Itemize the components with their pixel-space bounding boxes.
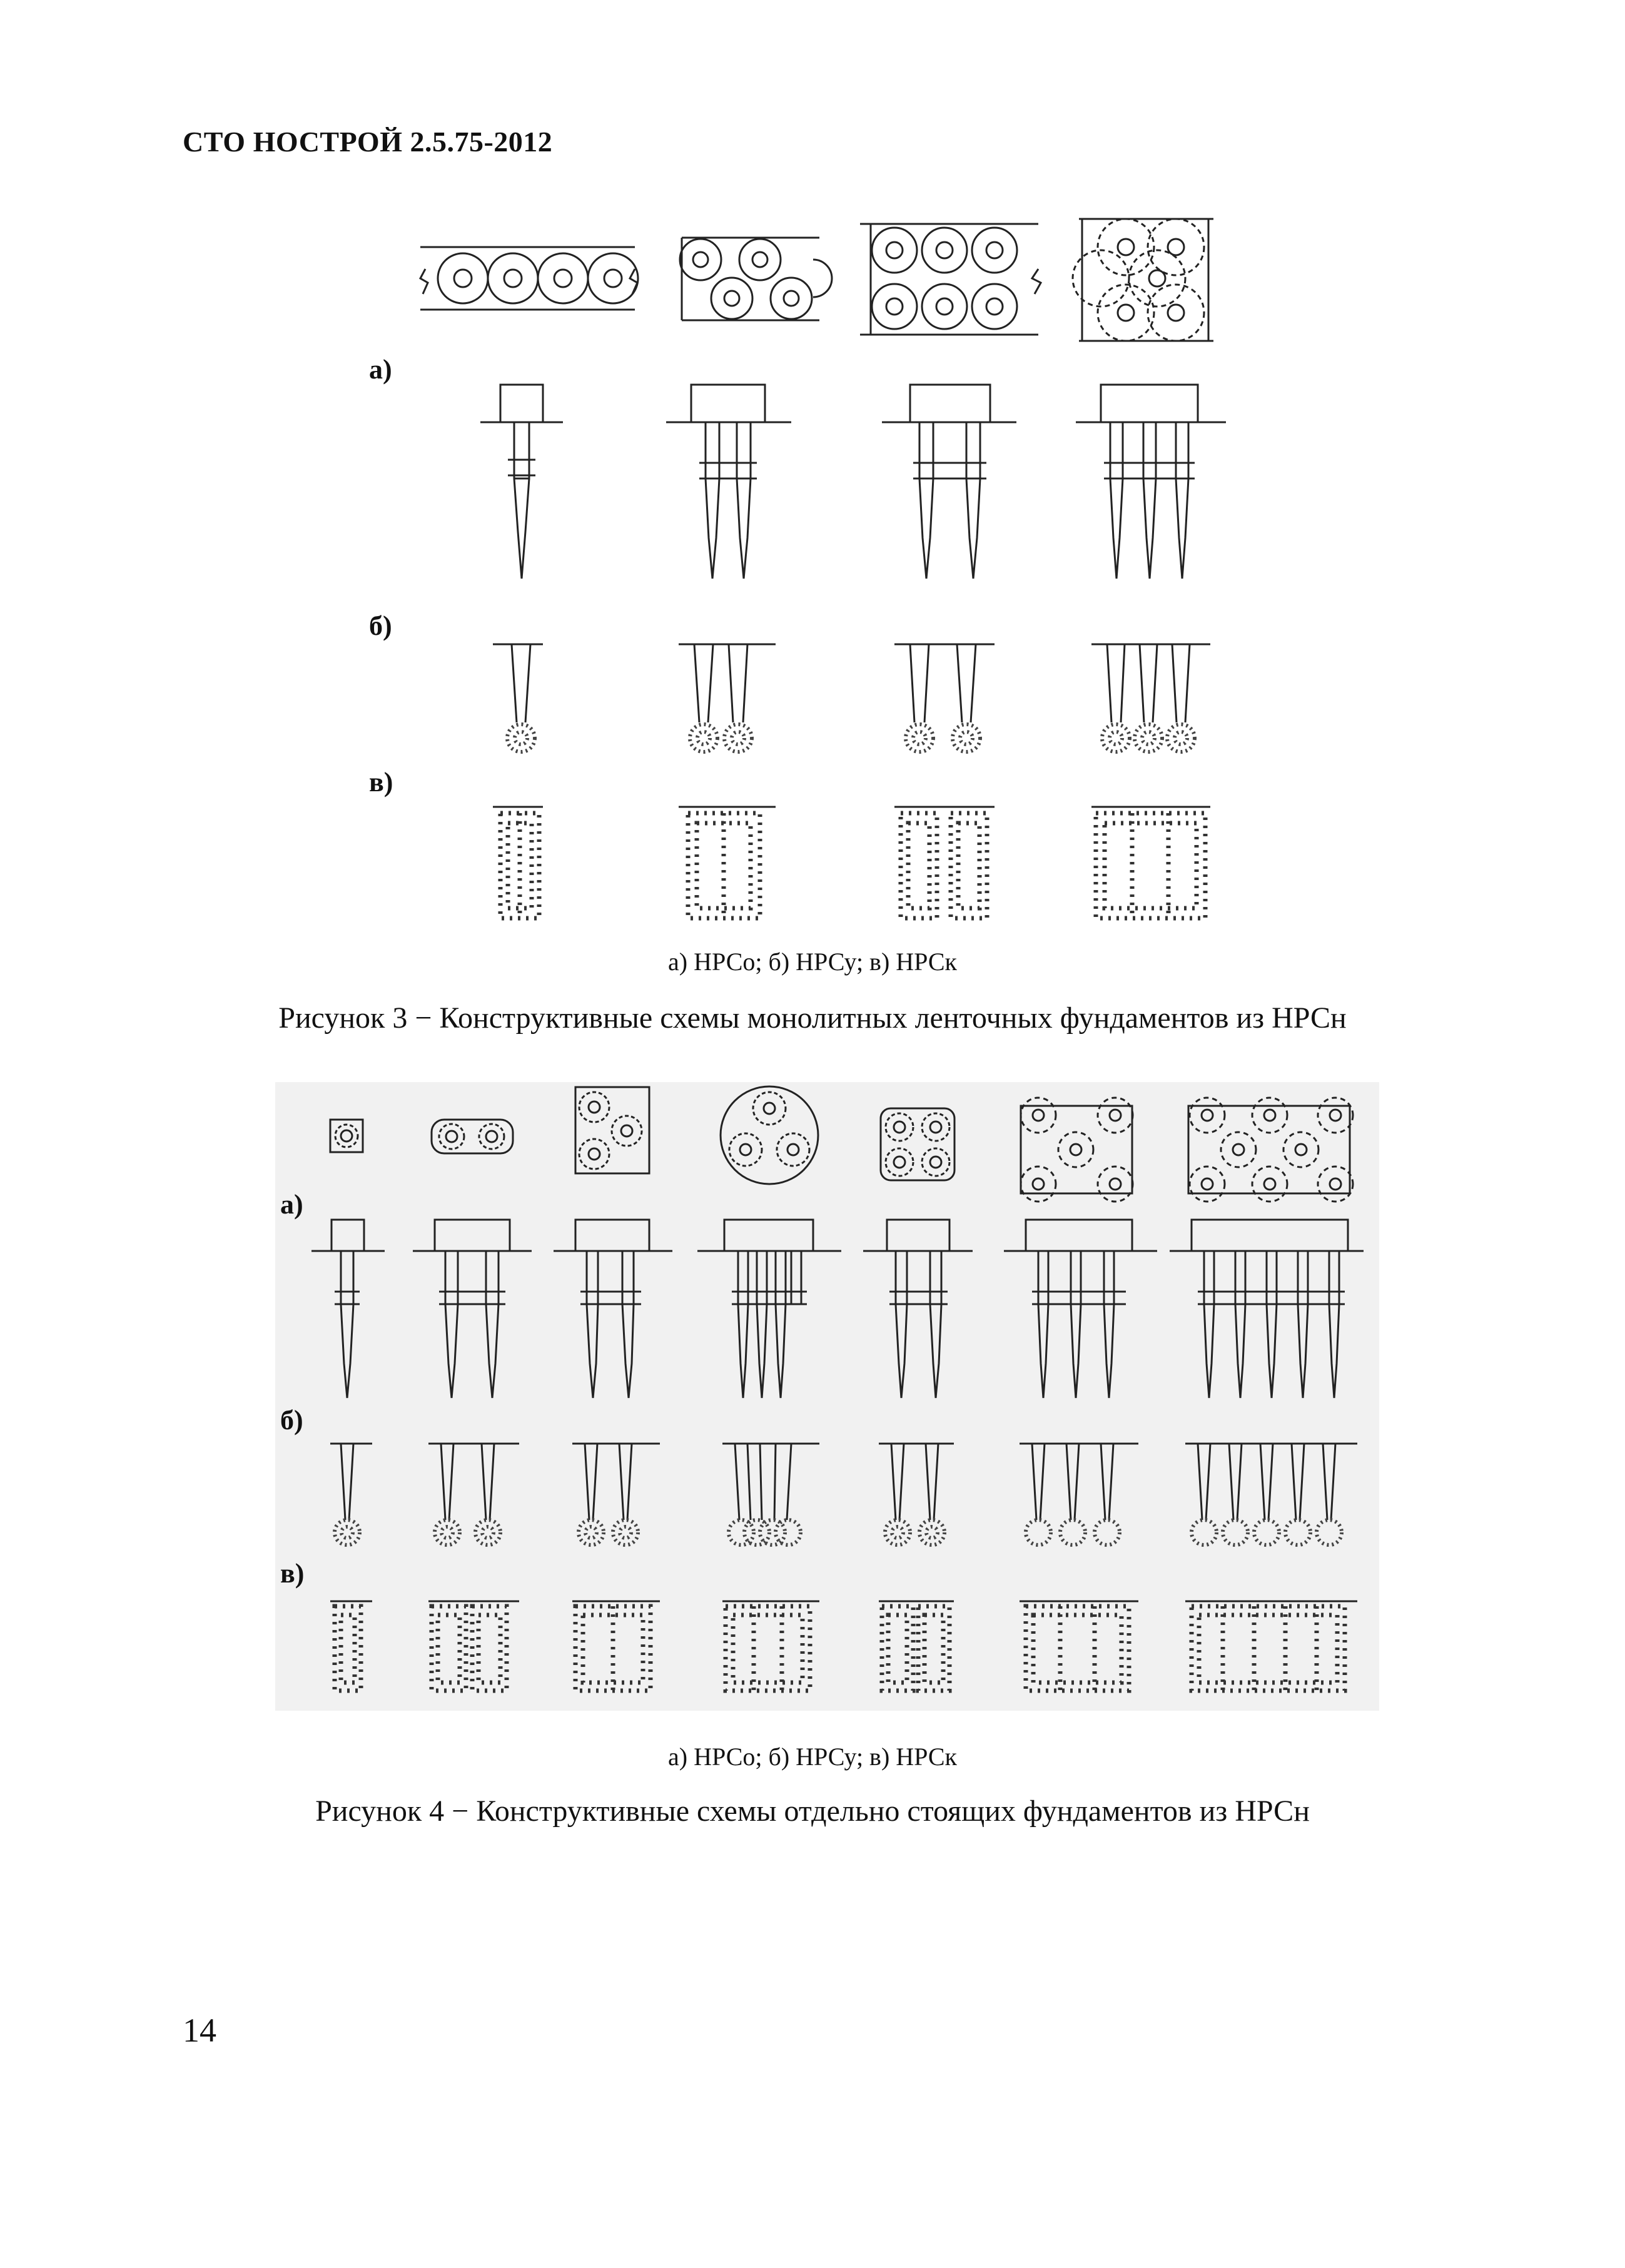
fig3-elev-4 [1076,385,1226,579]
fig4-elev-2 [413,1220,532,1398]
fig3-row-label-a: а) [369,354,392,385]
fig3-elev-2 [666,385,791,579]
fig3-elev-3 [882,385,1016,579]
fig4-subcaption: а) НРСо; б) НРСу; в) НРСк [668,1743,957,1771]
fig4-plan-3 [575,1087,649,1173]
figure-3-drawing [0,0,1625,938]
fig4-plan-5 [881,1108,954,1180]
fig4-plan-4 [721,1086,818,1184]
fig3-plan-1 [420,247,638,310]
fig4-plan-2 [432,1120,513,1153]
document-header: СТО НОСТРОЙ 2.5.75-2012 [183,126,553,158]
fig4-caption: Рисунок 4 − Конструктивные схемы отдельно стоящих фундаментов из НРСн [315,1795,1310,1828]
fig4-plan-1 [330,1120,363,1152]
fig3-plan-4 [1073,219,1213,341]
fig3-plan-2 [680,238,832,320]
fig3-subcaption: а) НРСо; б) НРСу; в) НРСк [668,948,957,976]
fig4-elev-5 [863,1220,973,1398]
fig3-row-label-b: б) [369,610,392,641]
fig4-row-label-v: в) [280,1558,305,1589]
fig3-row-label-v: в) [369,767,393,797]
fig4-row-label-a: а) [280,1189,303,1220]
fig4-plan-6 [1021,1098,1133,1202]
page-number: 14 [183,2012,216,2049]
fig4-plan-7 [1188,1098,1353,1202]
fig4-elev-1 [311,1220,385,1398]
fig4-elev-4 [697,1220,841,1398]
fig3-caption: Рисунок 3 − Конструктивные схемы монолитных ленточных фундаментов из НРСн [278,1001,1347,1035]
fig4-elev-3 [554,1220,672,1398]
fig4-row-label-b: б) [280,1405,303,1435]
fig3-elev-1 [480,385,563,579]
fig4-elev-6 [1004,1220,1157,1398]
fig4-elev-7 [1170,1220,1364,1398]
figure-4-drawing [0,1063,1625,1751]
fig3-plan-3 [860,224,1041,335]
